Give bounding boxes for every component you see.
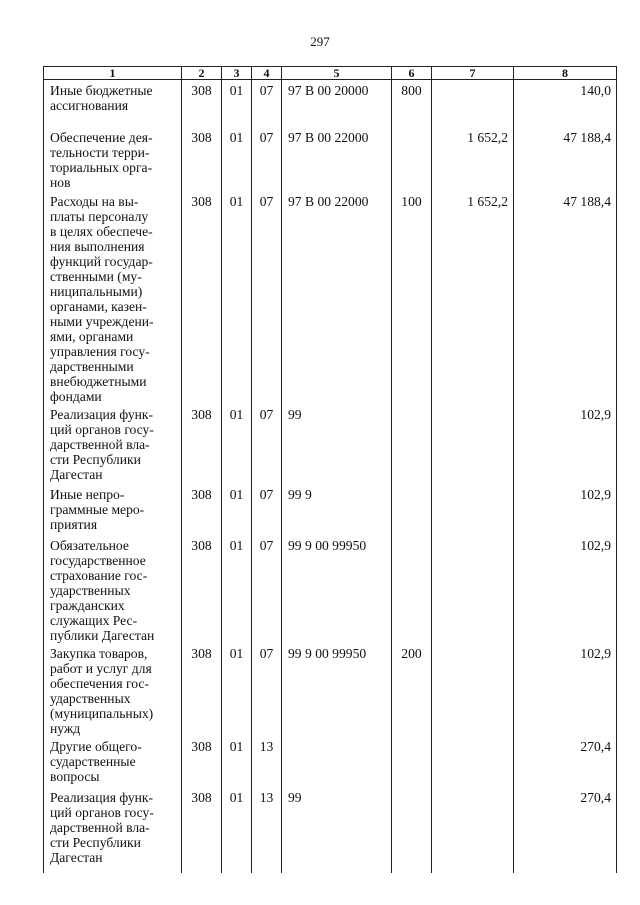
amount-col7-cell — [432, 535, 514, 643]
row-name-line: приятия — [50, 516, 98, 532]
section-code-cell: 01 — [222, 787, 252, 873]
table-row — [44, 80, 617, 127]
grbs-code-cell: 308 — [182, 787, 222, 873]
column-header: 2 — [182, 67, 222, 80]
row-name-line: Реализация функ- — [50, 406, 154, 422]
row-name-line: Дагестан — [50, 849, 103, 865]
amount-col8-cell: 102,9 — [514, 535, 617, 643]
row-name-line: дарственной вла- — [50, 819, 150, 835]
subsection-code-cell: 07 — [252, 191, 282, 404]
row-name-cell — [44, 484, 182, 535]
amount-col7-cell — [432, 736, 514, 787]
grbs-code-cell: 308 — [182, 80, 222, 127]
row-name-line: фондами — [50, 388, 102, 404]
row-name-line: ций органов госу- — [50, 804, 154, 820]
subsection-code-cell: 07 — [252, 484, 282, 535]
target-article-cell: 97 В 00 20000 — [282, 80, 392, 127]
table-row — [44, 643, 617, 736]
row-name-line: функций государ- — [50, 253, 153, 269]
row-name-line: ториальных орга- — [50, 159, 153, 175]
amount-col8-cell: 102,9 — [514, 484, 617, 535]
row-name-line: граммные меро- — [50, 501, 145, 517]
row-name-line: работ и услуг для — [50, 660, 152, 676]
table-row — [44, 787, 617, 873]
row-name-line: ниципальными) — [50, 283, 143, 299]
table-row — [44, 404, 617, 484]
column-header: 7 — [432, 67, 514, 80]
target-article-cell: 97 В 00 22000 — [282, 127, 392, 191]
table-row — [44, 127, 617, 191]
row-name-line: сти Республики — [50, 451, 141, 467]
amount-col8-cell: 270,4 — [514, 787, 617, 873]
row-name-line: ния выполнения — [50, 238, 145, 254]
column-header: 5 — [282, 67, 392, 80]
row-name-cell — [44, 191, 182, 404]
row-name-line: государственное — [50, 552, 146, 568]
row-name-line: служащих Рес- — [50, 612, 138, 628]
expense-type-cell — [392, 484, 432, 535]
expense-type-cell: 800 — [392, 80, 432, 127]
target-article-cell: 97 В 00 22000 — [282, 191, 392, 404]
amount-col7-cell — [432, 80, 514, 127]
row-name-line: ственными (му- — [50, 268, 142, 284]
table-row — [44, 191, 617, 404]
expense-type-cell: 200 — [392, 643, 432, 736]
row-name-line: ями, органами — [50, 328, 134, 344]
table-row — [44, 535, 617, 643]
row-name-line: публики Дагестан — [50, 627, 155, 643]
target-article-cell: 99 9 00 99950 — [282, 535, 392, 643]
row-name-line: ударственных — [50, 690, 131, 706]
subsection-code-cell: 07 — [252, 127, 282, 191]
row-name-cell — [44, 80, 182, 127]
column-header: 8 — [514, 67, 617, 80]
target-article-cell: 99 9 — [282, 484, 392, 535]
row-name-line: платы персоналу — [50, 208, 149, 224]
row-name-line: Иные бюджетные — [50, 83, 153, 98]
column-header: 1 — [44, 67, 182, 80]
row-name-cell — [44, 404, 182, 484]
table-row — [44, 484, 617, 535]
amount-col7-cell — [432, 484, 514, 535]
amount-col8-cell: 47 188,4 — [514, 191, 617, 404]
row-name-line: Обеспечение дея- — [50, 129, 153, 145]
row-name-line: Другие общего- — [50, 738, 142, 754]
row-name-line: ударственных — [50, 582, 131, 598]
section-code-cell: 01 — [222, 127, 252, 191]
row-name-line: в целях обеспече- — [50, 223, 153, 239]
row-name-cell — [44, 787, 182, 873]
amount-col7-cell: 1 652,2 — [432, 127, 514, 191]
grbs-code-cell: 308 — [182, 484, 222, 535]
row-name-line: нов — [50, 174, 71, 190]
header-row — [44, 67, 617, 80]
grbs-code-cell: 308 — [182, 127, 222, 191]
subsection-code-cell: 07 — [252, 404, 282, 484]
grbs-code-cell: 308 — [182, 191, 222, 404]
target-article-cell: 99 — [282, 404, 392, 484]
column-header: 3 — [222, 67, 252, 80]
row-name-line: ными учреждени- — [50, 313, 154, 329]
section-code-cell: 01 — [222, 736, 252, 787]
row-name-line: Закупка товаров, — [50, 645, 148, 661]
expense-type-cell — [392, 127, 432, 191]
subsection-code-cell: 07 — [252, 643, 282, 736]
column-header: 4 — [252, 67, 282, 80]
column-header: 6 — [392, 67, 432, 80]
row-name-line: Реализация функ- — [50, 789, 154, 805]
row-name-line: органами, казен- — [50, 298, 147, 314]
row-name-cell — [44, 736, 182, 787]
page-number: 297 — [310, 34, 330, 49]
section-code-cell: 01 — [222, 535, 252, 643]
row-name-line: сударственные — [50, 753, 136, 769]
expense-type-cell — [392, 535, 432, 643]
row-name-line: Дагестан — [50, 466, 103, 482]
expense-type-cell — [392, 787, 432, 873]
row-name-line: Иные непро- — [50, 486, 125, 502]
row-name-line: (муниципальных) — [50, 705, 154, 721]
row-name-line: дарственными — [50, 358, 134, 374]
budget-table — [43, 66, 617, 873]
row-name-line: гражданских — [50, 597, 125, 613]
subsection-code-cell: 13 — [252, 736, 282, 787]
amount-col7-cell: 1 652,2 — [432, 191, 514, 404]
row-name-line: дарственной вла- — [50, 436, 150, 452]
expense-type-cell — [392, 404, 432, 484]
section-code-cell: 01 — [222, 643, 252, 736]
row-name-cell — [44, 127, 182, 191]
section-code-cell: 01 — [222, 80, 252, 127]
subsection-code-cell: 07 — [252, 535, 282, 643]
row-name-line: вопросы — [50, 768, 100, 784]
grbs-code-cell: 308 — [182, 404, 222, 484]
subsection-code-cell: 13 — [252, 787, 282, 873]
grbs-code-cell: 308 — [182, 535, 222, 643]
expense-type-cell — [392, 736, 432, 787]
grbs-code-cell: 308 — [182, 643, 222, 736]
row-name-line: Обязательное — [50, 537, 129, 553]
amount-col8-cell: 102,9 — [514, 643, 617, 736]
row-name-cell — [44, 643, 182, 736]
amount-col8-cell: 47 188,4 — [514, 127, 617, 191]
amount-col8-cell: 270,4 — [514, 736, 617, 787]
target-article-cell: 99 — [282, 787, 392, 873]
section-code-cell: 01 — [222, 404, 252, 484]
target-article-cell: 99 9 00 99950 — [282, 643, 392, 736]
row-name-cell — [44, 535, 182, 643]
section-code-cell: 01 — [222, 484, 252, 535]
row-name-line: тельности терри- — [50, 144, 150, 160]
subsection-code-cell: 07 — [252, 80, 282, 127]
row-name-line: обеспечения гос- — [50, 675, 149, 691]
row-name-line: ций органов госу- — [50, 421, 154, 437]
row-name-line: внебюджетными — [50, 373, 147, 389]
row-name-line: ассигнования — [50, 98, 129, 113]
row-name-line: Расходы на вы- — [50, 193, 139, 209]
amount-col8-cell: 140,0 — [514, 80, 617, 127]
amount-col8-cell: 102,9 — [514, 404, 617, 484]
grbs-code-cell: 308 — [182, 736, 222, 787]
target-article-cell — [282, 736, 392, 787]
amount-col7-cell — [432, 404, 514, 484]
expense-type-cell: 100 — [392, 191, 432, 404]
table-row — [44, 736, 617, 787]
section-code-cell: 01 — [222, 191, 252, 404]
amount-col7-cell — [432, 787, 514, 873]
row-name-line: управления госу- — [50, 343, 150, 359]
amount-col7-cell — [432, 643, 514, 736]
row-name-line: сти Республики — [50, 834, 141, 850]
row-name-line: нужд — [50, 720, 81, 736]
row-name-line: страхование гос- — [50, 567, 148, 583]
